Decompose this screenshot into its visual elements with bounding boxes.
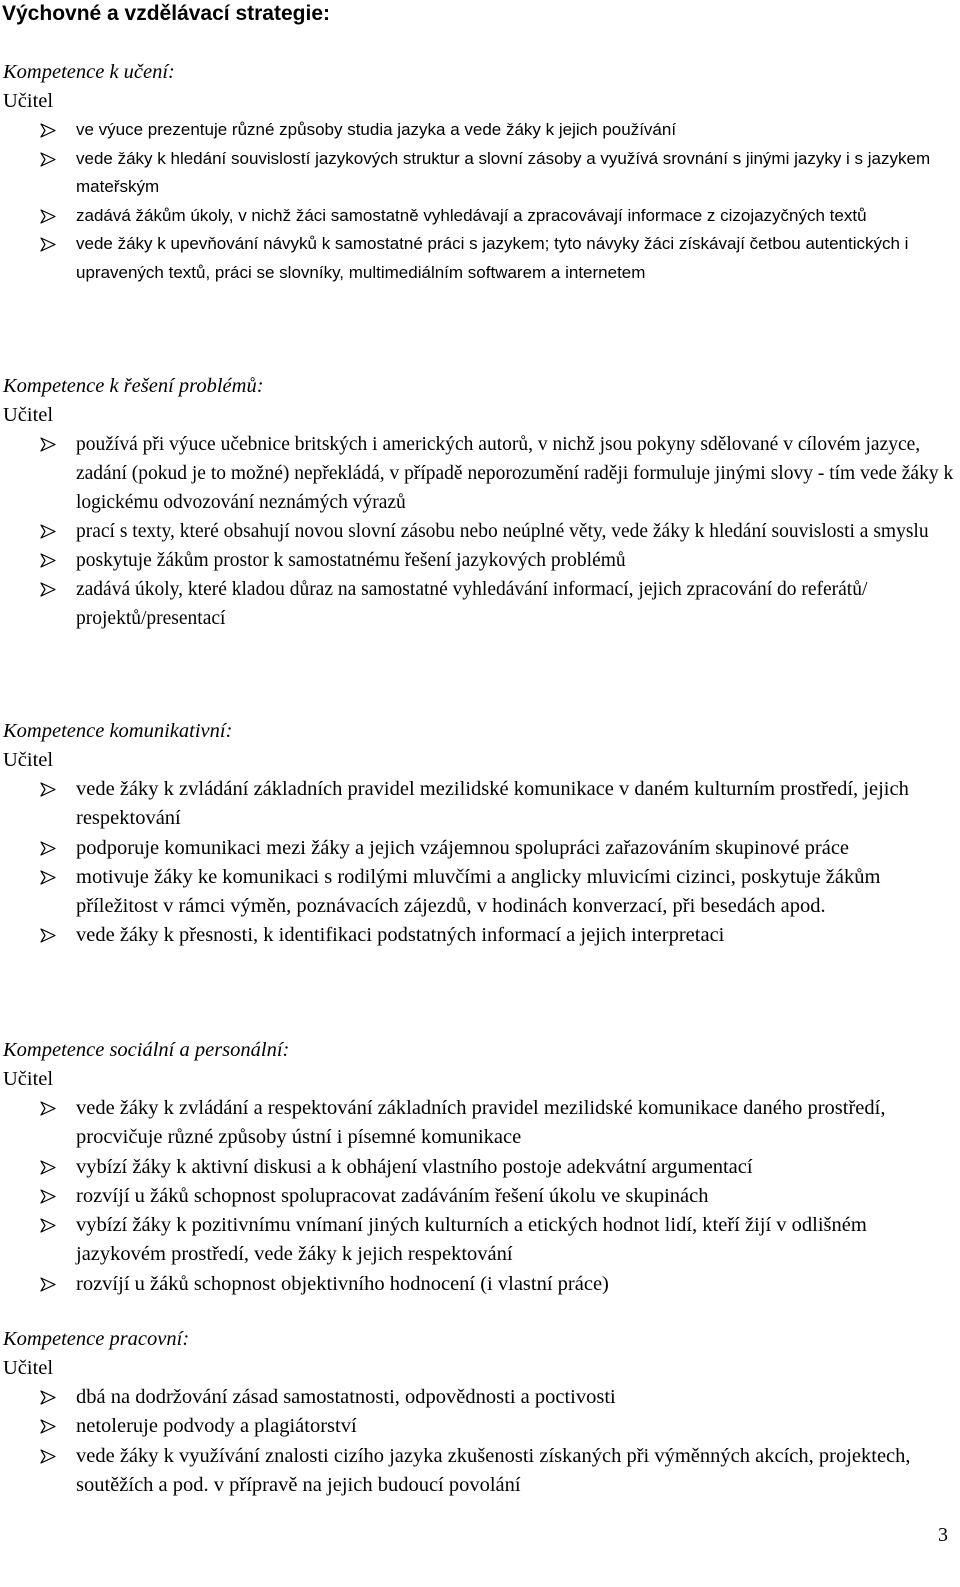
list-item: [0, 1442, 955, 1501]
list-item: [0, 517, 955, 546]
bullet-list: [0, 116, 955, 287]
teacher-label: Učitel: [3, 1068, 54, 1090]
teacher-label: Učitel: [3, 90, 54, 112]
arrow-bullet-icon: [40, 1442, 60, 1470]
page-number: 3: [938, 1524, 948, 1546]
list-item: [0, 116, 955, 145]
list-item: [0, 775, 955, 834]
list-item-text: zadává žákům úkoly, v nichž žáci samostatně vyhledávají a zpracovávají informace z cizojazyčných textů: [76, 205, 867, 225]
list-item: [0, 1383, 955, 1412]
list-item: [0, 1211, 955, 1270]
list-item-text: vybízí žáky k aktivní diskusi a k obhájení vlastního postoje adekvátní argumentací: [76, 1155, 753, 1178]
list-item-text: rozvíjí u žáků schopnost spolupracovat zadáváním řešení úkolu ve skupinách: [76, 1184, 709, 1207]
list-item: [0, 575, 955, 633]
section-social-personal: [0, 1036, 955, 1299]
arrow-bullet-icon: [40, 775, 60, 803]
arrow-bullet-icon: [40, 834, 60, 862]
list-item-text: vybízí žáky k pozitivnímu vnímaní jiných kulturních a etických hodnot lidí, kteří žijí v odlišném jazykovém prostředí, vede žáky k jejich respektování: [76, 1214, 867, 1266]
section-heading: Kompetence k učení:: [3, 61, 175, 83]
list-item-text: poskytuje žákům prostor k samostatnému řešení jazykových problémů: [76, 550, 626, 571]
bullet-list: [0, 1383, 955, 1500]
teacher-label: Učitel: [3, 749, 54, 771]
list-item-text: prací s texty, které obsahují novou slovní zásobu nebo neúplné věty, vede žáky k hledání souvislosti a smyslu: [76, 521, 929, 542]
arrow-bullet-icon: [40, 1182, 60, 1210]
section-communication: [0, 717, 955, 951]
list-item: [0, 430, 955, 517]
list-item-text: netoleruje podvody a plagiátorství: [76, 1415, 357, 1438]
arrow-bullet-icon: [40, 1211, 60, 1239]
list-item: [0, 1094, 955, 1153]
arrow-bullet-icon: [40, 1412, 60, 1440]
list-item: [0, 1270, 955, 1299]
page-title: Výchovné a vzdělávací strategie:: [2, 2, 330, 25]
arrow-bullet-icon: [40, 546, 60, 574]
list-item: [0, 863, 955, 922]
list-item: [0, 1153, 955, 1182]
arrow-bullet-icon: [40, 230, 60, 258]
arrow-bullet-icon: [40, 575, 60, 603]
list-item: [0, 230, 955, 287]
list-item: [0, 834, 955, 863]
list-item-text: ve výuce prezentuje různé způsoby studia jazyka a vede žáky k jejich používání: [76, 120, 677, 139]
teacher-label: Učitel: [3, 404, 54, 426]
list-item-text: vede žáky k zvládání a respektování základních pravidel mezilidské komunikace daného prostředí, procvičuje různé způsoby ústní i písemné komunikace: [76, 1097, 886, 1149]
list-item: [0, 1412, 955, 1441]
bullet-list: [0, 775, 955, 951]
section-work: [0, 1325, 955, 1500]
list-item: [0, 1182, 955, 1211]
list-item-text: motivuje žáky ke komunikaci s rodilými mluvčími a anglicky mluvicími cizinci, poskytuje žákům příležitost v rámci výměn, poznávacích zájezdů, v hodinách konverzací, při besedách apod.: [76, 865, 881, 918]
list-item: [0, 145, 955, 202]
bullet-list: [0, 1094, 955, 1299]
list-item-text: dbá na dodržování zásad samostatnosti, odpovědnosti a poctivosti: [76, 1386, 616, 1408]
arrow-bullet-icon: [40, 1270, 60, 1298]
section-learning: [0, 58, 955, 287]
arrow-bullet-icon: [40, 1094, 60, 1122]
arrow-bullet-icon: [40, 116, 60, 144]
arrow-bullet-icon: [40, 863, 60, 891]
section-heading: Kompetence komunikativní:: [3, 720, 233, 742]
list-item-text: vede žáky k upevňování návyků k samostatné práci s jazykem; tyto návyky žáci získávají četbou autentických i upravených textů, práci se slovníky, multimediálním softwarem a internetem: [76, 234, 909, 282]
list-item-text: podporuje komunikaci mezi žáky a jejich vzájemnou spolupráci zařazováním skupinové práce: [76, 836, 850, 859]
arrow-bullet-icon: [40, 1153, 60, 1181]
list-item-text: zadává úkoly, které kladou důraz na samostatné vyhledávání informací, jejich zpracování do referátů/ projektů/presentací: [76, 579, 868, 629]
arrow-bullet-icon: [40, 517, 60, 545]
list-item-text: vede žáky k zvládání základních pravidel mezilidské komunikace v daném kulturním prostředí, jejich respektování: [76, 778, 909, 830]
bullet-list: [0, 430, 955, 633]
section-problem-solving: [0, 372, 955, 633]
arrow-bullet-icon: [40, 921, 60, 949]
list-item-text: rozvíjí u žáků schopnost objektivního hodnocení (i vlastní práce): [76, 1272, 609, 1295]
teacher-label: Učitel: [3, 1357, 54, 1379]
arrow-bullet-icon: [40, 202, 60, 230]
section-heading: Kompetence pracovní:: [3, 1328, 190, 1350]
list-item-text: vede žáky k využívání znalosti cizího jazyka zkušenosti získaných při výměnných akcích, projektech, soutěžích a pod. v přípravě na jejich budoucí povolání: [76, 1444, 911, 1496]
arrow-bullet-icon: [40, 430, 60, 458]
section-heading: Kompetence k řešení problémů:: [3, 375, 264, 397]
list-item: [0, 202, 955, 231]
arrow-bullet-icon: [40, 145, 60, 173]
list-item: [0, 546, 955, 575]
section-heading: Kompetence sociální a personální:: [3, 1039, 290, 1061]
list-item-text: vede žáky k přesnosti, k identifikaci podstatných informací a jejich interpretaci: [76, 924, 725, 947]
list-item-text: vede žáky k hledání souvislostí jazykových struktur a slovní zásoby a využívá srovnání s jinými jazyky i s jazykem mateřským: [76, 148, 931, 196]
arrow-bullet-icon: [40, 1383, 60, 1411]
list-item-text: používá při výuce učebnice britských i amerických autorů, v nichž jsou pokyny sdělované v cílovém jazyce, zadání (pokud je to možné) nepřekládá, v případě neporozumění raději formuluje jinými slovy - tím vede žáky k logickému odvozování neznámých výrazů: [76, 434, 954, 513]
list-item: [0, 921, 955, 950]
